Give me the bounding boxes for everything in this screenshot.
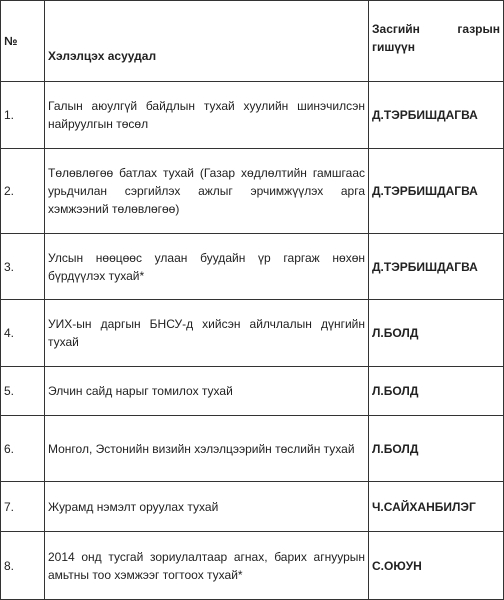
row-number: 6.: [1, 416, 45, 482]
table-header-row: [1, 1, 504, 82]
table-row: [1, 367, 504, 416]
row-number: 8.: [1, 532, 45, 600]
table-row: [1, 234, 504, 300]
table-row: [1, 532, 504, 600]
table-row: [1, 482, 504, 532]
row-number: 2.: [1, 149, 45, 234]
table-row: [1, 149, 504, 234]
row-number: 7.: [1, 482, 45, 532]
row-member: Д.ТЭРБИШДАГВА: [369, 234, 504, 300]
row-number: 4.: [1, 300, 45, 367]
header-issue: Хэлэлцэх асуудал: [45, 1, 369, 82]
row-issue: 2014 онд тусгай зориулалтаар агнах, барих агнуурын амьтны тоо хэмжээг тогтоох тухай*: [45, 532, 369, 600]
row-number: 5.: [1, 367, 45, 416]
row-member: Л.БОЛД: [369, 367, 504, 416]
row-member: Д.ТЭРБИШДАГВА: [369, 82, 504, 149]
table-row: [1, 300, 504, 367]
row-issue: Галын аюулгүй байдлын тухай хуулийн шинэчилсэн найруулгын төсөл: [45, 82, 369, 149]
row-issue: Журамд нэмэлт оруулах тухай: [45, 482, 369, 532]
row-number: 3.: [1, 234, 45, 300]
table-row: [1, 82, 504, 149]
row-number: 1.: [1, 82, 45, 149]
row-issue: УИХ-ын даргын БНСУ-д хийсэн айлчлалын дүнгийн тухай: [45, 300, 369, 367]
row-member: Ч.САЙХАНБИЛЭГ: [369, 482, 504, 532]
row-issue: Улсын нөөцөөс улаан буудайн үр гаргаж нөхөн бүрдүүлэх тухай*: [45, 234, 369, 300]
header-number: №: [1, 1, 45, 82]
row-issue: Монгол, Эстонийн визийн хэлэлцээрийн төслийн тухай: [45, 416, 369, 482]
table-row: [1, 416, 504, 482]
row-issue: Элчин сайд нарыг томилох тухай: [45, 367, 369, 416]
header-member: Засгийн газрын гишүүн: [369, 1, 504, 82]
row-member: Л.БОЛД: [369, 300, 504, 367]
row-issue: Төлөвлөгөө батлах тухай (Газар хөдлөлтийн гамшгаас урьдчилан сэргийлэх ажлыг эрчимжүүлэх арга хэмжээний төлөвлөгөө): [45, 149, 369, 234]
row-member: С.ОЮУН: [369, 532, 504, 600]
row-member: Д.ТЭРБИШДАГВА: [369, 149, 504, 234]
row-member: Л.БОЛД: [369, 416, 504, 482]
